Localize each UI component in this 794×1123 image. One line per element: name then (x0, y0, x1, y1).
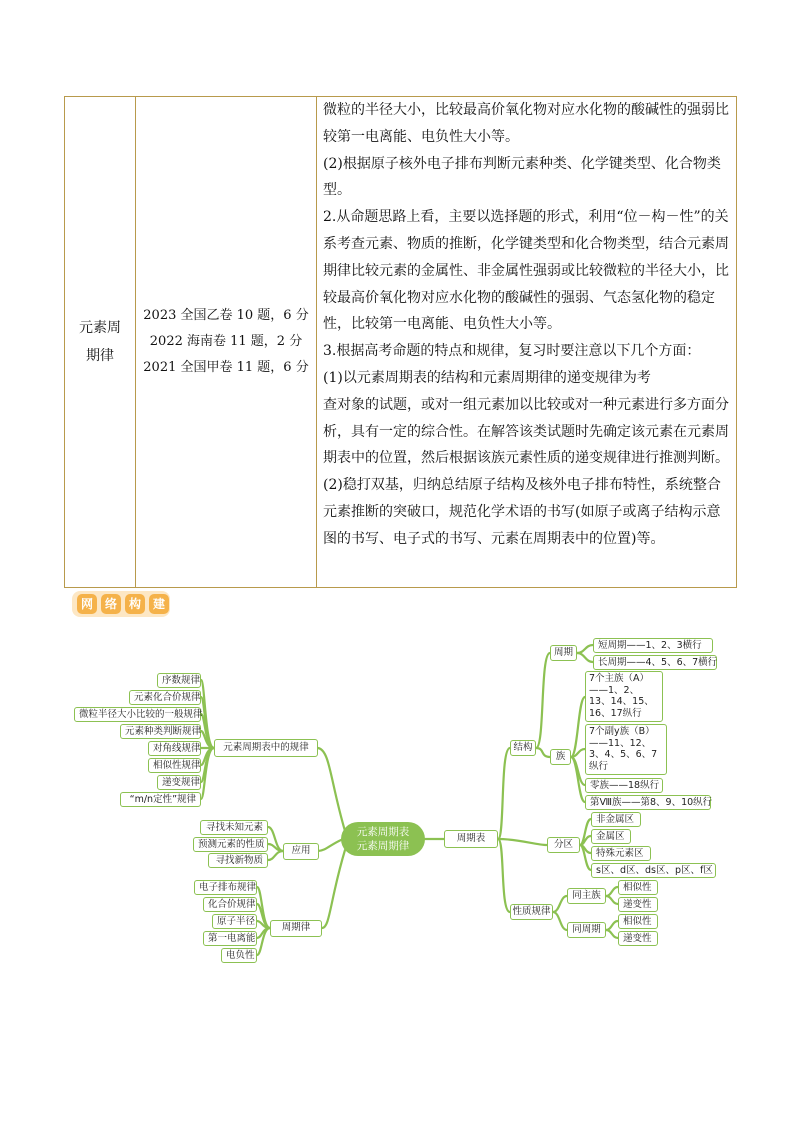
same-period-item: 递变性 (618, 931, 658, 946)
analysis-paragraph: 微粒的半径大小，比较最高价氧化物对应水化物的酸碱性的强弱比较第一电离能、电负性大小等。 (323, 102, 729, 145)
center-line: 元素周期律 (356, 840, 410, 852)
group-item: 7个主族（A）——1、2、13、14、15、16、17纵行 (585, 671, 663, 722)
apply-node: 应用 (283, 843, 319, 860)
period-law-item: 原子半径 (212, 914, 257, 929)
topic-text: 元素周期律 (79, 320, 121, 364)
period-item: 短周期——1、2、3横行 (593, 638, 713, 653)
badge-char: 络 (101, 594, 121, 614)
zone-item: s区、d区、ds区、p区、f区 (591, 863, 716, 878)
period-law-item: 电子排布规律 (194, 880, 257, 895)
rule-item: 微粒半径大小比较的一般规律 (74, 707, 201, 722)
same-group-item: 相似性 (618, 880, 658, 895)
apply-item: 寻找未知元素 (200, 820, 268, 835)
period-item: 长周期——4、5、6、7横行 (593, 655, 717, 670)
exam-line: 2021 全国甲卷 11 题，6 分 (143, 360, 309, 375)
rules-node: 元素周期表中的规律 (214, 739, 318, 757)
exam-line: 2023 全国乙卷 10 题，6 分 (143, 308, 309, 323)
structure-node: 结构 (510, 740, 536, 756)
group-item: 零族——18纵行 (585, 778, 663, 793)
rule-item: 元素种类判断规律 (120, 724, 201, 739)
zone-item: 非金属区 (591, 812, 641, 827)
group-node: 族 (550, 749, 571, 765)
analysis-paragraph: (2)根据原子核外电子排布判断元素种类、化学键类型、化合物类型。 (323, 155, 721, 199)
period-law-item: 第一电离能 (203, 931, 257, 946)
rule-item: “m/n定性”规律 (120, 792, 201, 807)
badge-char: 构 (125, 594, 145, 614)
rule-item: 相似性规律 (148, 758, 201, 773)
same-group-node: 同主族 (567, 888, 606, 904)
analysis-paragraph: 2.从命题思路上看，主要以选择题的形式，利用“位－构－性”的关系考查元素、物质的推断，化学键类型和化合物类型，结合元素周期律比较元素的金属性、非金属性强弱或比较微粒的半径大小，比较最高价氧化物对应水化物的酸碱性的强弱、气态氢化物的稳定性，比较第一电离能、电负性大小等。 (323, 209, 729, 333)
periodic-table-node: 周期表 (444, 830, 498, 848)
period-law-item: 化合价规律 (203, 897, 257, 912)
group-item: 7个副y族（B）——11、12、3、4、5、6、7纵行 (585, 724, 667, 775)
same-period-node: 同周期 (567, 922, 606, 938)
zone-item: 特殊元素区 (591, 846, 651, 861)
props-node: 性质规律 (510, 904, 553, 920)
period-law-node: 周期律 (270, 920, 322, 937)
center-line: 元素周期表 (356, 826, 410, 838)
rule-item: 对角线规律 (148, 741, 201, 756)
rule-item: 递变规律 (157, 775, 201, 790)
same-period-item: 相似性 (618, 914, 658, 929)
exam-line: 2022 海南卷 11 题，2 分 (149, 334, 303, 349)
apply-item: 预测元素的性质 (193, 837, 268, 852)
apply-item: 寻找新物质 (208, 853, 268, 868)
analysis-paragraph: (1)以元素周期表的结构和元素周期律的递变规律为考 (323, 369, 651, 386)
badge-char: 建 (149, 594, 169, 614)
analysis-paragraph: 查对象的试题，或对一组元素加以比较或对一种元素进行多方面分析，具有一定的综合性。在解答该类试题时先确定该元素在元素周期表中的位置，然后根据该族元素性质的递变规律进行推测判断。 (323, 396, 729, 467)
rule-item: 序数规律 (157, 673, 201, 688)
group-item: 第Ⅷ族——第8、9、10纵行 (585, 795, 711, 810)
rule-item: 元素化合价规律 (129, 690, 201, 705)
zone-item: 金属区 (591, 829, 631, 844)
zones-node: 分区 (547, 837, 580, 853)
analysis-paragraph: (2)稳打双基，归纳总结原子结构及核外电子排布特性，系统整合元素推断的突破口，规范化学术语的书写(如原子或离子结构示意图的书写、电子式的书写、元素在周期表中的位置)等。 (323, 477, 721, 547)
badge-char: 网 (77, 594, 97, 614)
analysis-paragraph: 3.根据高考命题的特点和规律，复习时要注意以下几个方面： (323, 343, 701, 360)
same-group-item: 递变性 (618, 897, 658, 912)
mindmap-center (341, 822, 425, 856)
period-node: 周期 (550, 645, 577, 661)
period-law-item: 电负性 (221, 948, 257, 963)
